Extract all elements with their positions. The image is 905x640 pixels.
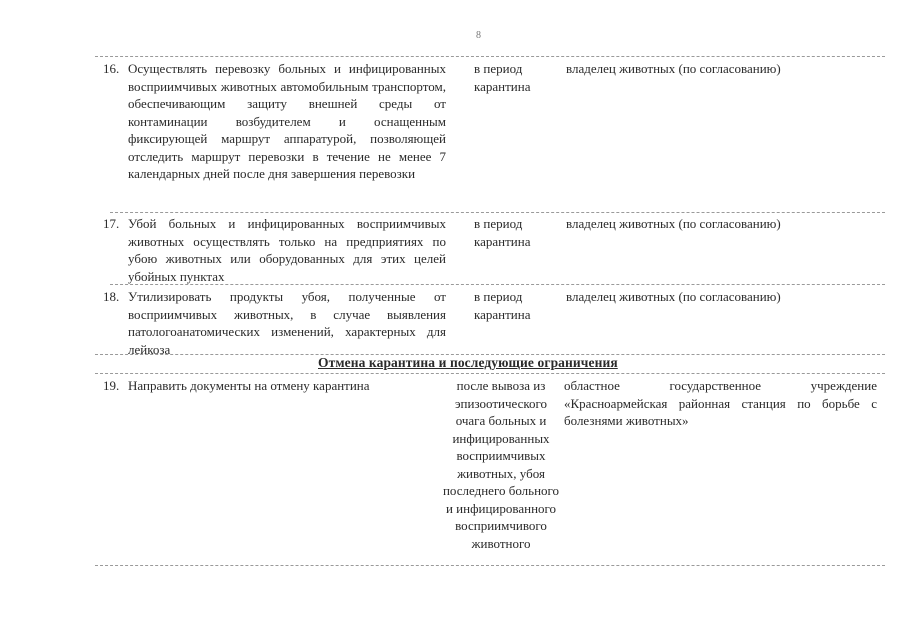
row-divider bbox=[110, 212, 885, 213]
row-term: в период карантина bbox=[474, 61, 531, 94]
row-action: Осуществлять перевозку больных и инфицированных восприимчивых животных автомобильным транспортом, обеспечивающим защиту внешней среды от контаминации возбудителем и оснащенным фиксирующей маршрут аппаратурой, позволяющей отследить маршрут перевозки в течение не менее 7 календарных дней после дня завершения перевозки bbox=[128, 61, 446, 181]
row-number: 17. bbox=[103, 216, 120, 231]
row-responsible: владелец животных (по согласованию) bbox=[566, 216, 781, 231]
section-heading: Отмена карантина и последующие ограничения bbox=[318, 355, 618, 370]
row-responsible: областное государственное учреждение «Красноармейская районная станция по борьбе с болезнями животных» bbox=[564, 378, 877, 428]
row-action: Направить документы на отмену карантина bbox=[128, 378, 370, 393]
row-term: в период карантина bbox=[474, 216, 531, 249]
row-term: в период карантина bbox=[474, 289, 531, 322]
row-responsible: владелец животных (по согласованию) bbox=[566, 289, 781, 304]
row-number: 16. bbox=[103, 61, 120, 76]
row-number: 19. bbox=[103, 378, 120, 393]
page-number: 8 bbox=[476, 30, 481, 41]
row-action: Убой больных и инфицированных восприимчивых животных осуществлять только на предприятиях по убою животных или оборудованных для этих целей убойных пунктах bbox=[128, 216, 446, 284]
row-term: после вывоза из эпизоотического очага больных и инфицированных восприимчивых животных, убоя последнего больного и инфицированного восприимчивого животного bbox=[442, 378, 560, 551]
row-responsible: владелец животных (по согласованию) bbox=[566, 61, 781, 76]
row-divider bbox=[110, 284, 885, 285]
row-divider bbox=[95, 373, 885, 374]
table-border-bottom bbox=[95, 565, 885, 566]
row-number: 18. bbox=[103, 289, 120, 304]
table-border-top bbox=[95, 56, 885, 57]
row-action: Утилизировать продукты убоя, полученные от восприимчивых животных, в случае выявления патологоанатомических изменений, характерных для лейкоза bbox=[128, 289, 446, 357]
